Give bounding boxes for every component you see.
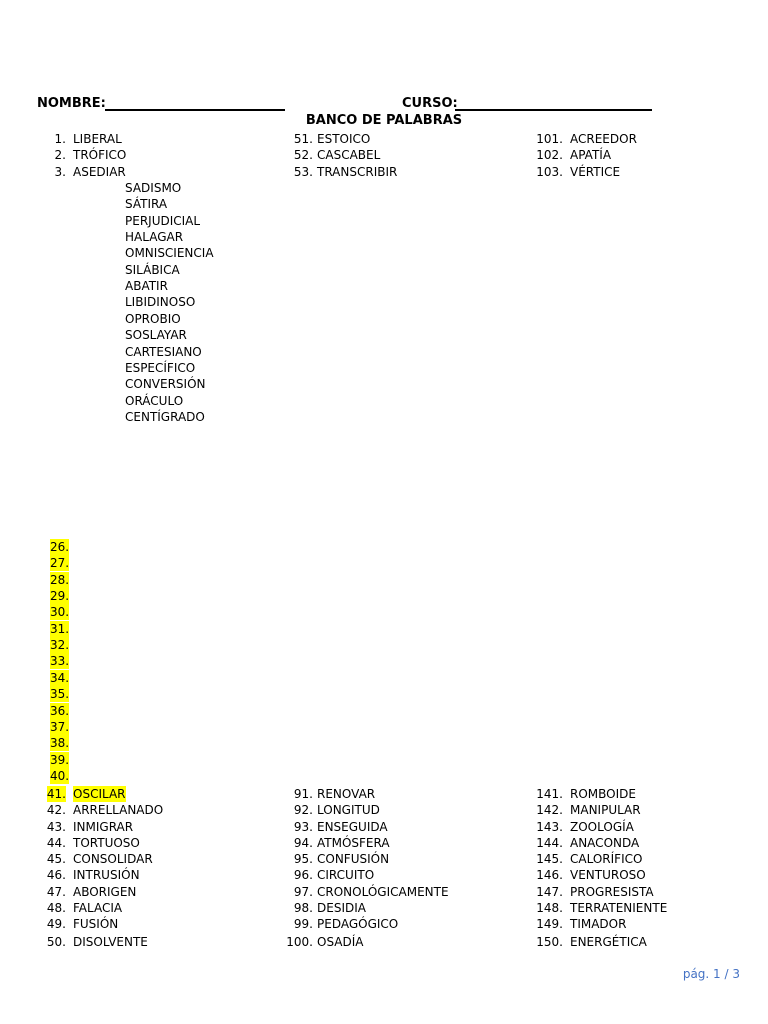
- word-row: [0, 588, 200, 604]
- word-row: [0, 442, 400, 458]
- item-word: LIBERAL: [73, 132, 122, 146]
- word-row: [0, 213, 400, 229]
- word-row: [0, 539, 200, 555]
- word-row: [0, 835, 768, 851]
- word-row: [0, 344, 400, 360]
- item-number: 27.: [50, 556, 70, 571]
- item-number: 45.: [46, 852, 66, 866]
- word-row: [0, 916, 768, 932]
- word-row: [0, 884, 768, 900]
- page-indicator: pág. 1 / 3: [682, 967, 740, 981]
- word-row: [0, 900, 768, 916]
- item-word: INMIGRAR: [73, 819, 134, 834]
- item-word: SADISMO: [125, 181, 182, 195]
- word-row: [0, 819, 768, 835]
- item-word: CONFUSIÓN: [317, 852, 390, 866]
- word-row: [0, 360, 400, 376]
- item-word: LIBIDINOSO: [125, 295, 196, 310]
- item-word: ENSEGUIDA: [317, 819, 388, 834]
- word-row: [0, 262, 400, 278]
- item-word: CASCABEL: [317, 148, 381, 163]
- word-row: [0, 278, 400, 294]
- item-number: 100.: [286, 935, 313, 949]
- word-row: [0, 934, 768, 950]
- item-word: OPROBIO: [125, 311, 181, 326]
- word-row: [0, 670, 200, 686]
- word-row: [0, 572, 200, 588]
- word-row: [0, 245, 400, 261]
- header-course-label: CURSO:: [402, 96, 458, 111]
- word-row: [0, 653, 200, 669]
- word-row: [0, 327, 400, 343]
- word-row: [0, 425, 400, 441]
- page-title: BANCO DE PALABRAS: [305, 113, 463, 128]
- item-word: DISOLVENTE: [73, 935, 148, 949]
- item-number: 143.: [536, 819, 563, 834]
- item-number: 44.: [46, 835, 66, 850]
- item-word: FUSIÓN: [73, 917, 119, 931]
- item-number: 48.: [46, 900, 66, 915]
- item-word: VENTUROSO: [570, 868, 646, 883]
- item-word: ATMÓSFERA: [317, 835, 390, 850]
- item-number: 144.: [536, 835, 563, 850]
- item-number: 26.: [50, 540, 70, 554]
- word-row: [0, 131, 768, 147]
- word-row: [0, 180, 400, 196]
- item-number: 94.: [293, 835, 313, 850]
- item-number: 47.: [46, 884, 66, 899]
- word-row: [0, 735, 200, 751]
- item-word: LONGITUD: [317, 803, 380, 818]
- item-word: ABORIGEN: [73, 884, 137, 899]
- item-word: ACREEDOR: [570, 132, 637, 146]
- word-row: [0, 867, 768, 883]
- item-word: VÉRTICE: [570, 164, 621, 179]
- item-word: ABATIR: [125, 279, 168, 294]
- word-row: [0, 507, 400, 523]
- word-row: [0, 376, 400, 392]
- word-row: [0, 164, 768, 180]
- item-number: 52.: [293, 148, 313, 163]
- item-word: CIRCUITO: [317, 868, 375, 883]
- word-row: [0, 802, 768, 818]
- item-word: MANIPULAR: [570, 803, 641, 818]
- item-number: 97.: [293, 884, 313, 899]
- item-number: 1.: [54, 132, 66, 146]
- word-row: [0, 311, 400, 327]
- item-word: ARRELLANADO: [73, 803, 164, 818]
- header-name-line: [105, 109, 285, 111]
- word-row: [0, 851, 768, 867]
- word-row: [0, 474, 400, 490]
- header-name-label: NOMBRE:: [37, 96, 106, 111]
- item-word: CARTESIANO: [125, 344, 202, 359]
- item-word: SILÁBICA: [125, 262, 180, 277]
- item-number: 146.: [536, 868, 563, 883]
- item-number: 92.: [293, 803, 313, 818]
- item-number: 99.: [293, 917, 313, 931]
- item-word: DESIDIA: [317, 900, 366, 915]
- item-word: SÁTIRA: [125, 197, 168, 212]
- item-number: 35.: [50, 687, 70, 702]
- item-word: SOSLAYAR: [125, 328, 187, 343]
- item-number: 102.: [536, 148, 563, 163]
- item-word: TORTUOSO: [73, 835, 140, 850]
- item-number: 142.: [536, 803, 563, 818]
- item-word: ESPECÍFICO: [125, 360, 196, 375]
- word-row: [0, 196, 400, 212]
- word-row: [0, 458, 400, 474]
- word-row: [0, 393, 400, 409]
- item-number: 28.: [50, 572, 70, 587]
- item-word: CONVERSIÓN: [125, 377, 206, 392]
- item-word: HALAGAR: [125, 230, 184, 245]
- item-word: RENOVAR: [317, 787, 376, 801]
- word-row: [0, 555, 200, 571]
- item-number: 29.: [50, 589, 70, 604]
- item-number: 91.: [293, 787, 313, 801]
- item-number: 51.: [293, 132, 313, 146]
- item-word: ENERGÉTICA: [570, 935, 647, 949]
- item-word: TERRATENIENTE: [570, 900, 668, 915]
- word-row: [0, 491, 400, 507]
- item-word: TRÓFICO: [73, 148, 127, 163]
- word-row: [0, 604, 200, 620]
- item-word: OMNISCIENCIA: [125, 246, 214, 261]
- item-number: 46.: [46, 868, 66, 883]
- item-word: ASEDIAR: [73, 164, 126, 179]
- item-number: 39.: [50, 752, 70, 767]
- item-word: OSADÍA: [317, 935, 364, 949]
- item-number: 41.: [46, 787, 66, 801]
- item-number: 101.: [536, 132, 563, 146]
- item-number: 30.: [50, 605, 70, 620]
- word-row: [0, 686, 200, 702]
- item-word: ORÁCULO: [125, 393, 184, 408]
- item-number: 147.: [536, 884, 563, 899]
- word-row: [0, 768, 200, 784]
- item-word: TRANSCRIBIR: [317, 164, 398, 179]
- word-row: [0, 294, 400, 310]
- item-number: 145.: [536, 852, 563, 866]
- item-number: 42.: [46, 803, 66, 818]
- item-word: FALACIA: [73, 900, 123, 915]
- item-number: 96.: [293, 868, 313, 883]
- word-row: [0, 752, 200, 768]
- item-word: PERJUDICIAL: [125, 213, 201, 228]
- item-word: OSCILAR: [73, 787, 126, 801]
- item-number: 36.: [50, 703, 70, 718]
- word-row: [0, 523, 400, 539]
- item-number: 53.: [293, 164, 313, 179]
- item-word: CRONOLÓGICAMENTE: [317, 884, 449, 899]
- item-number: 31.: [50, 621, 70, 636]
- word-row: [0, 637, 200, 653]
- item-number: 98.: [293, 900, 313, 915]
- item-word: CALORÍFICO: [570, 852, 643, 866]
- item-number: 40.: [50, 768, 70, 783]
- item-word: ROMBOIDE: [570, 787, 636, 801]
- item-word: PROGRESISTA: [570, 884, 654, 899]
- word-row: [0, 719, 200, 735]
- item-word: CONSOLIDAR: [73, 852, 153, 866]
- item-number: 103.: [536, 164, 563, 179]
- item-number: 38.: [50, 736, 70, 751]
- item-number: 150.: [536, 935, 563, 949]
- item-number: 148.: [536, 900, 563, 915]
- item-number: 32.: [50, 638, 70, 653]
- item-word: ESTOICO: [317, 132, 371, 146]
- item-word: INTRUSIÓN: [73, 868, 140, 883]
- word-row: [0, 621, 200, 637]
- item-number: 34.: [50, 670, 70, 685]
- item-word: PEDAGÓGICO: [317, 917, 399, 931]
- item-number: 149.: [536, 917, 563, 931]
- item-number: 141.: [536, 787, 563, 801]
- item-word: TIMADOR: [570, 917, 627, 931]
- word-row: [0, 703, 200, 719]
- item-word: APATÍA: [570, 148, 612, 163]
- item-number: 37.: [50, 719, 70, 734]
- item-word: ANACONDA: [570, 835, 640, 850]
- item-number: 93.: [293, 819, 313, 834]
- item-number: 95.: [293, 852, 313, 866]
- item-number: 33.: [50, 654, 70, 669]
- item-word: ZOOLOGÍA: [570, 819, 634, 834]
- item-number: 50.: [46, 935, 66, 949]
- item-number: 3.: [54, 164, 66, 179]
- word-row: [0, 147, 768, 163]
- header-course-line: [455, 109, 652, 111]
- word-row: [0, 786, 768, 802]
- word-row: [0, 229, 400, 245]
- item-number: 49.: [46, 917, 66, 931]
- item-number: 2.: [54, 148, 66, 163]
- item-word: CENTÍGRADO: [125, 409, 205, 424]
- item-number: 43.: [46, 819, 66, 834]
- word-row: [0, 409, 400, 425]
